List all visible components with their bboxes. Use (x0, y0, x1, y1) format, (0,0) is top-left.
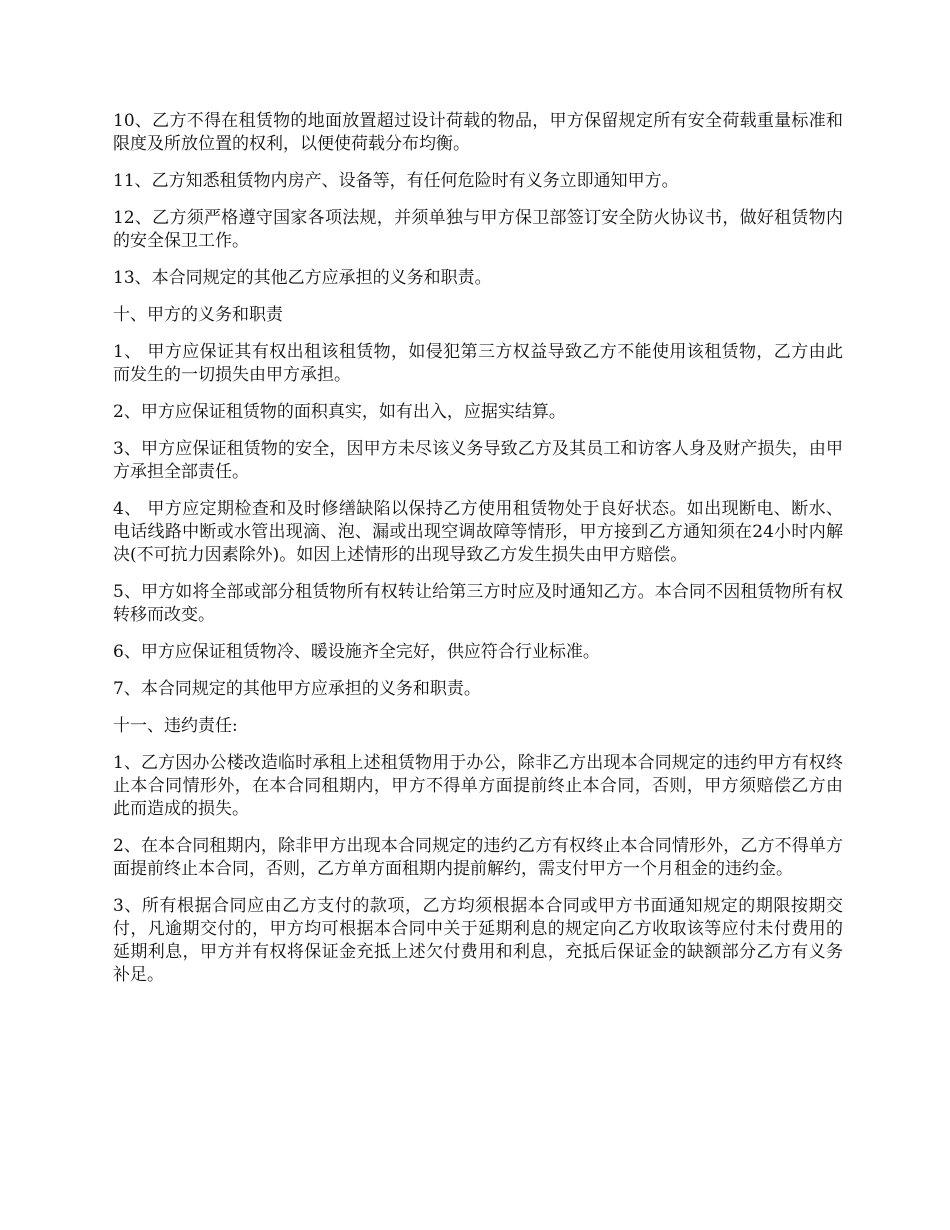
clause-11: 11、乙方知悉租赁物内房产、设备等，有任何危险时有义务立即通知甲方。 (113, 171, 679, 191)
clause-10: 10、乙方不得在租赁物的地面放置超过设计荷载的物品，甲方保留规定所有安全荷载重量标准和限度及所放位置的权利，以便使荷载分布均衡。 (113, 111, 843, 154)
breach-clause-2: 2、在本合同租期内，除非甲方出现本合同规定的违约乙方有权终止本合同情形外，乙方不得单方面提前终止本合同，否则，乙方单方面租期内提前解约，需支付甲方一个月租金的违约金。 (113, 836, 843, 879)
section-heading-breach: 十一、违约责任: (113, 716, 238, 736)
document-page (113, 110, 843, 1001)
section-heading-lessor-duties: 十、甲方的义务和职责 (113, 305, 283, 325)
lessor-clause-6: 6、甲方应保证租赁物冷、暖设施齐全完好，供应符合行业标准。 (113, 642, 600, 662)
breach-clause-3: 3、所有根据合同应由乙方支付的款项，乙方均须根据本合同或甲方书面通知规定的期限按期交付，凡逾期交付的，甲方均可根据本合同中关于延期利息的规定向乙方收取该等应付未付费用的延期利息，甲方并有权将保证金充抵上述欠付费用和利息，充抵后保证金的缺额部分乙方有义务补足。 (113, 896, 843, 985)
lessor-clause-7: 7、本合同规定的其他甲方应承担的义务和职责。 (113, 679, 481, 699)
lessor-clause-2: 2、甲方应保证租赁物的面积真实，如有出入，应据实结算。 (113, 402, 566, 422)
lessor-clause-1: 1、 甲方应保证其有权出租该租赁物，如侵犯第三方权益导致乙方不能使用该租赁物，乙方由此而发生的一切损失由甲方承担。 (113, 342, 843, 385)
clause-13: 13、本合同规定的其他乙方应承担的义务和职责。 (113, 268, 492, 288)
breach-clause-1: 1、乙方因办公楼改造临时承租上述租赁物用于办公，除非乙方出现本合同规定的违约甲方有权终止本合同情形外，在本合同租期内，甲方不得单方面提前终止本合同，否则，甲方须赔偿乙方由此而造成的损失。 (113, 753, 843, 819)
lessor-clause-3: 3、甲方应保证租赁物的安全，因甲方未尽该义务导致乙方及其员工和访客人身及财产损失，由甲方承担全部责任。 (113, 439, 843, 482)
lessor-clause-4: 4、 甲方应定期检查和及时修缮缺陷以保持乙方使用租赁物处于良好状态。如出现断电、断水、电话线路中断或水管出现滴、泡、漏或出现空调故障等情形，甲方接到乙方通知须在24小时内解决(不可抗力因素除外)。如因上述情形的出现导致乙方发生损失由甲方赔偿。 (113, 499, 843, 565)
lessor-clause-5: 5、甲方如将全部或部分租赁物所有权转让给第三方时应及时通知乙方。本合同不因租赁物所有权转移而改变。 (113, 582, 843, 625)
clause-12: 12、乙方须严格遵守国家各项法规，并须单独与甲方保卫部签订安全防火协议书，做好租赁物内的安全保卫工作。 (113, 208, 843, 251)
